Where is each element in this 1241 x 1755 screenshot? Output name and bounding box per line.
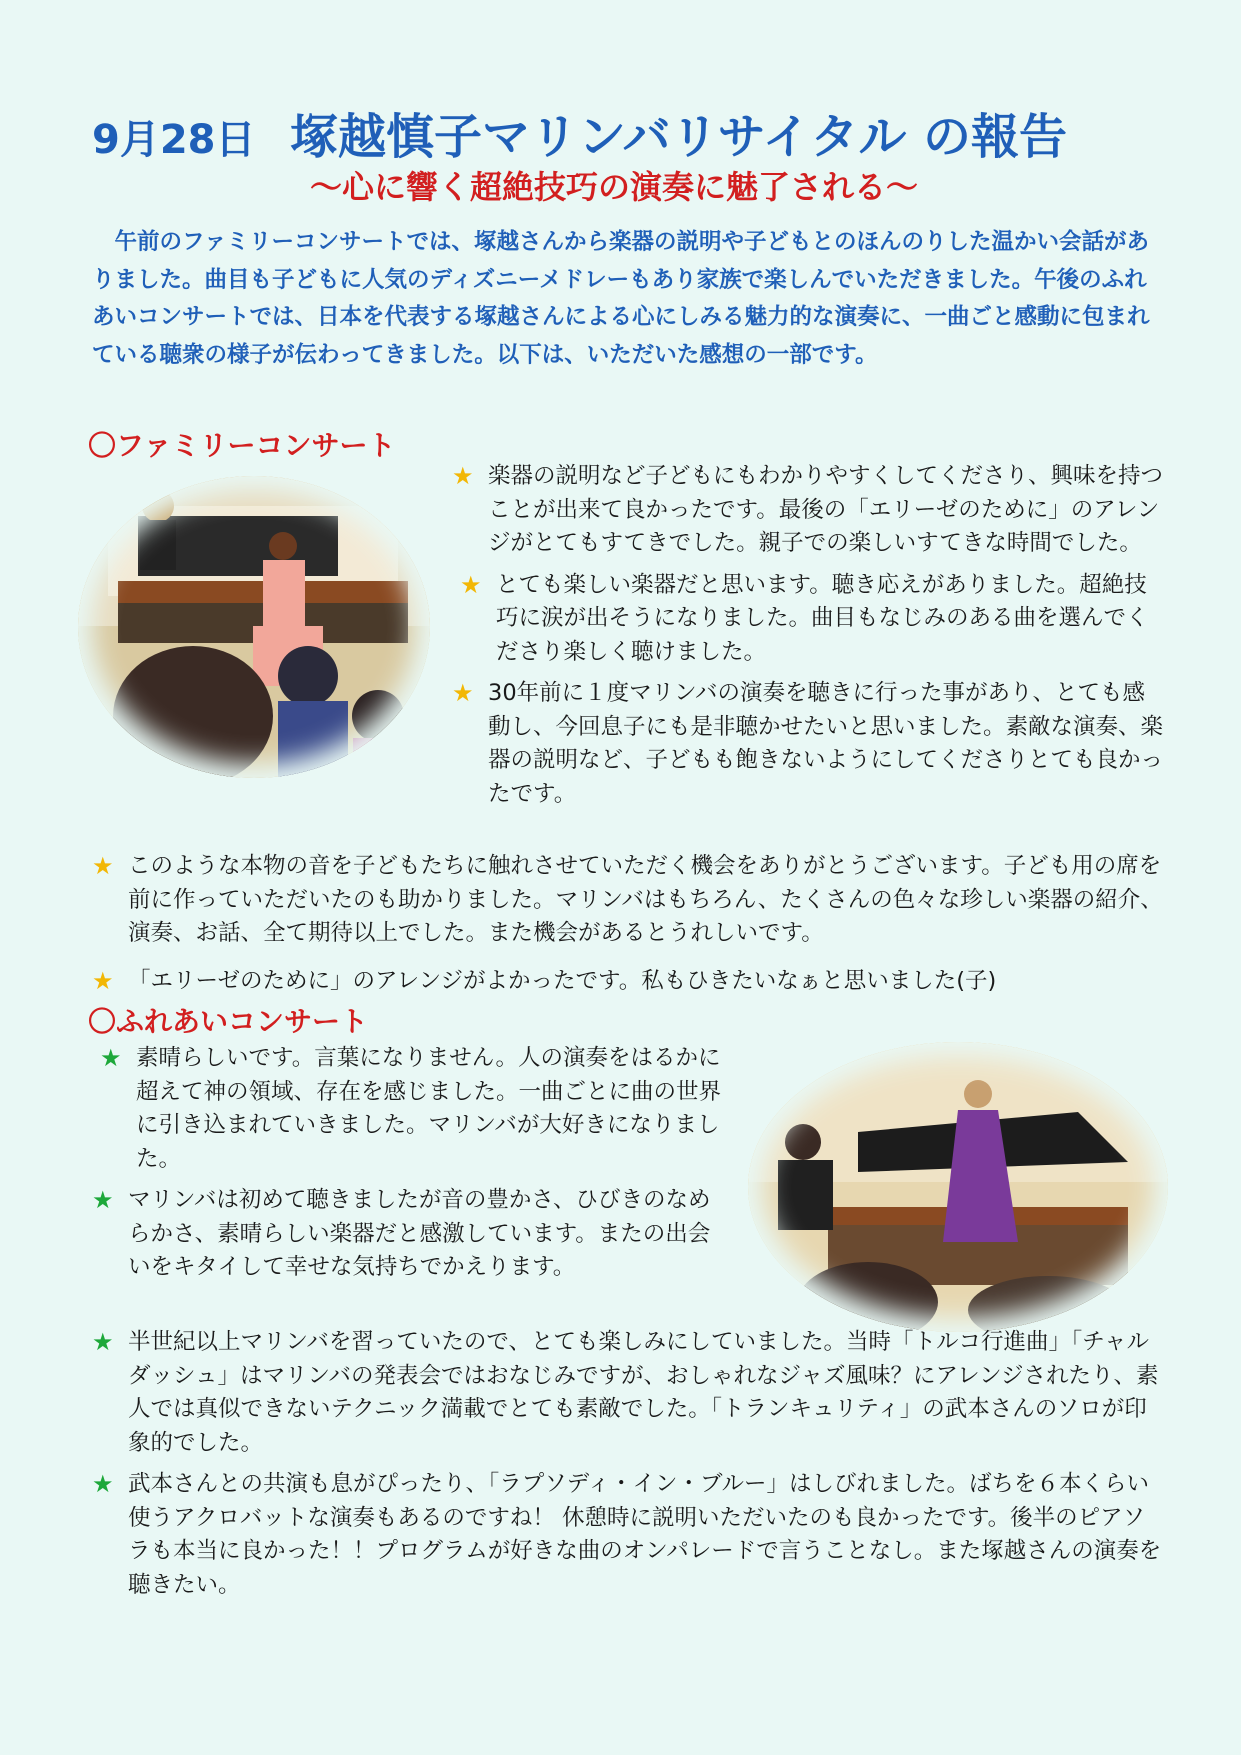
- comment-text: このような本物の音を子どもたちに触れさせていただく機会をありがとうございます。子ども用の席を前に作っていただいたのも助かりました。マリンバはもちろん、たくさんの色々な珍しい楽器の紹介、演奏、お話、全て期待以上でした。また機会があるとうれしいです。: [128, 853, 1163, 946]
- comment-text: マリンバは初めて聴きましたが音の豊かさ、ひびきのなめらかさ、素晴らしい楽器だと感激しています。またの出会いをキタイして幸せな気持ちでかえります。: [128, 1187, 711, 1280]
- comment-item: [460, 569, 1164, 670]
- comment-text: とても楽しい楽器だと思います。聴き応えがありました。超絶技巧に涙が出そうになりました。曲目もなじみのある曲を選んでくださり楽しく聴けました。: [496, 571, 1149, 665]
- family-comments-bottom: [92, 850, 1164, 998]
- comment-text: 30年前に１度マリンバの演奏を聴きに行った事があり、とても感動し、今回息子にも是非聴かせたいと思いました。素敵な演奏、楽器の説明など、子どもも飽きないようにしてくださりとても良かったです。: [488, 680, 1164, 807]
- fureai-comments-left: [92, 1042, 732, 1293]
- comment-item: [92, 965, 1164, 999]
- comment-item: [452, 460, 1164, 561]
- fureai-concert-photo: [748, 1042, 1168, 1332]
- star-icon: ★: [92, 852, 114, 880]
- comment-text: 楽器の説明など子どもにもわかりやすくしてくださり、興味を持つことが出来て良かったです。最後の「エリーゼのために」のアレンジがとてもすてきでした。親子での楽しいすてきな時間でした。: [488, 463, 1164, 556]
- star-icon: ★: [92, 966, 114, 995]
- family-concert-heading: 〇ファミリーコンサート: [88, 429, 396, 462]
- family-concert-photo: [78, 476, 430, 778]
- report-date: 9月28日: [92, 117, 256, 163]
- page-subtitle: ～心に響く超絶技巧の演奏に魅了される～: [310, 168, 919, 206]
- comment-item: [92, 1468, 1164, 1602]
- star-icon: ★: [452, 679, 474, 707]
- comment-text: 「エリーゼのために」のアレンジがよかったです。私もひきたいなぁと思いました(子): [128, 967, 997, 994]
- comment-text: 素晴らしいです。言葉になりません。人の演奏をはるかに超えて神の領域、存在を感じました。一曲ごとに曲の世界に引き込まれていきました。マリンバが大好きになりました。: [136, 1045, 722, 1172]
- fureai-comments-bottom: [92, 1326, 1164, 1602]
- comment-item: [92, 850, 1164, 951]
- star-icon: ★: [92, 1186, 114, 1214]
- comment-item: [452, 677, 1164, 811]
- intro-paragraph: 午前のファミリーコンサートでは、塚越さんから楽器の説明や子どもとのほんのりした温かい会話がありました。曲目も子どもに人気のディズニーメドレーもあり家族で楽しんでいただきました。午後のふれあいコンサートでは、日本を代表する塚越さんによる心にしみる魅力的な演奏に、一曲ごと感動に包まれている聴衆の様子が伝わってきました。以下は、いただいた感想の一部です。: [92, 229, 1150, 368]
- comment-text: 武本さんとの共演も息がぴったり、「ラプソディ・イン・ブルー」はしびれました。ばちを６本くらい使うアクロバットな演奏もあるのですね！ 休憩時に説明いただいたのも良かったです。後半のピアソラも本当に良かった！！プログラムが好きな曲のオンパレードで言うことなし。また塚越さんの演奏を聴きたい。: [128, 1471, 1162, 1598]
- page-title: 塚越慎子マリンバリサイタル の報告: [290, 109, 1068, 165]
- family-comments-top: [452, 460, 1164, 811]
- star-icon: ★: [452, 462, 474, 490]
- star-icon: ★: [92, 1470, 114, 1498]
- fureai-concert-heading: 〇ふれあいコンサート: [88, 1005, 369, 1038]
- comment-text: 半世紀以上マリンバを習っていたので、とても楽しみにしていました。当時「トルコ行進曲」「チャルダッシュ」はマリンバの発表会ではおなじみですが、おしゃれなジャズ風味？にアレンジされたり、素人では真似できないテクニック満載でとても素敵でした。「トランキュリティ」の武本さんのソロが印象的でした。: [128, 1329, 1159, 1456]
- comment-item: [92, 1184, 732, 1285]
- comment-item: [92, 1326, 1164, 1460]
- star-icon: ★: [92, 1328, 114, 1356]
- star-icon: ★: [100, 1044, 122, 1072]
- comment-item: [100, 1042, 732, 1176]
- star-icon: ★: [460, 570, 482, 599]
